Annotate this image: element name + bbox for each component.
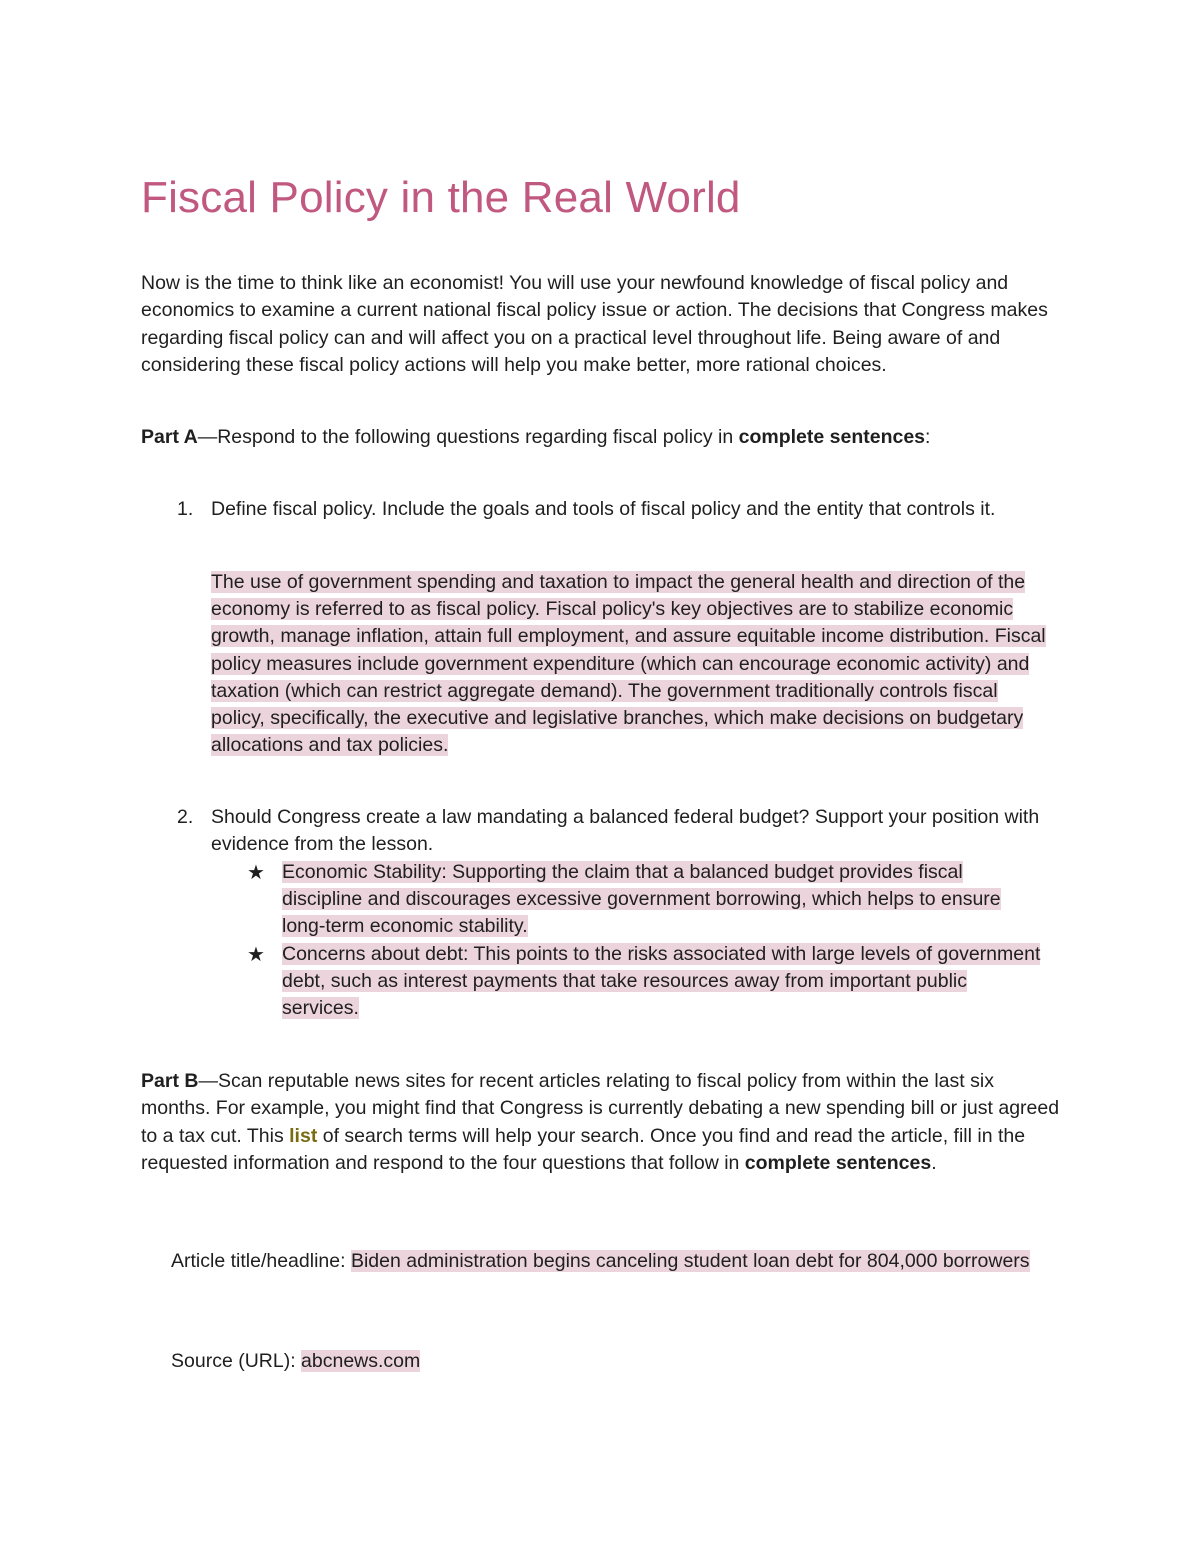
list-item[interactable] <box>247 859 1047 941</box>
part-a-label: Part A <box>141 426 198 448</box>
answer-1-text[interactable]: The use of government spending and taxation to impact the general health and direction of the economy is referred to as fiscal policy. Fiscal policy's key objectives are to stabilize economic growth, manage inflation, attain full employment, and assure equitable income distribution. Fiscal policy measures include government expenditure (which can encourage economic activity) and taxation (which can restrict aggregate demand). The government traditionally controls fiscal policy, specifically, the executive and legislative branches, which make decisions on budgetary allocations and tax policies. <box>211 571 1046 757</box>
question-2 <box>177 804 1061 859</box>
part-b-text-2: of search terms will help your search. Once you find and read the article, fill in the requested information and respond to the four questions that follow in <box>141 1124 1026 1174</box>
question-number: 1. <box>177 498 194 520</box>
source-label: Source (URL): <box>171 1350 302 1372</box>
source-field <box>171 1348 1031 1375</box>
source-value[interactable]: abcnews.com <box>301 1350 421 1372</box>
bullet-text[interactable]: Concerns about debt: This points to the risks associated with large levels of government debt, such as interest payments that take resources away from important public services. <box>282 942 1041 1020</box>
question-number: 2. <box>177 806 194 828</box>
star-icon: ★ <box>247 860 265 884</box>
part-a-bold: complete sentences <box>738 426 926 448</box>
list-item[interactable] <box>247 941 1047 1023</box>
part-b-instructions <box>141 1068 1061 1177</box>
part-b-bold: complete sentences <box>744 1151 932 1174</box>
search-terms-link[interactable]: list <box>289 1124 318 1147</box>
part-b-label: Part B <box>141 1070 199 1092</box>
intro-paragraph: Now is the time to think like an economist! You will use your newfound knowledge of fiscal policy and economics to examine a current national fiscal policy issue or action. The decisions that Congress makes regarding fiscal policy can and will affect you on a practical level throughout life. Being aware of and considering these fiscal policy actions will help you make better, more rational choices. <box>141 272 1048 376</box>
question-1 <box>177 496 1061 523</box>
answer-1[interactable] <box>211 569 1051 759</box>
page-title: Fiscal Policy in the Real World <box>141 173 741 222</box>
part-a-instructions <box>141 424 930 451</box>
question-text: Should Congress create a law mandating a balanced federal budget? Support your position with evidence from the lesson. <box>211 806 1040 856</box>
part-b-text-1: —Scan reputable news sites for recent articles relating to fiscal policy from within the last six months. For example, you might find that Congress is currently debating a new spending bill or just agreed to a tax cut. This <box>141 1070 1060 1147</box>
question-text: Define fiscal policy. Include the goals and tools of fiscal policy and the entity that controls it. <box>211 498 996 520</box>
headline-label: Article title/headline: <box>171 1250 351 1272</box>
headline-field <box>171 1248 1031 1275</box>
part-a-text: —Respond to the following questions regarding fiscal policy in <box>197 426 739 448</box>
part-b-end: . <box>931 1151 937 1174</box>
headline-value[interactable]: Biden administration begins canceling student loan debt for 804,000 borrowers <box>350 1250 1030 1272</box>
answer-2-bullets <box>247 859 1047 1022</box>
star-icon: ★ <box>247 941 265 966</box>
bullet-text[interactable]: Economic Stability: Supporting the claim that a balanced budget provides fiscal discipline and discourages excessive government borrowing, which helps to ensure long-term economic stability. <box>282 861 1001 938</box>
part-a-end: : <box>925 426 931 448</box>
